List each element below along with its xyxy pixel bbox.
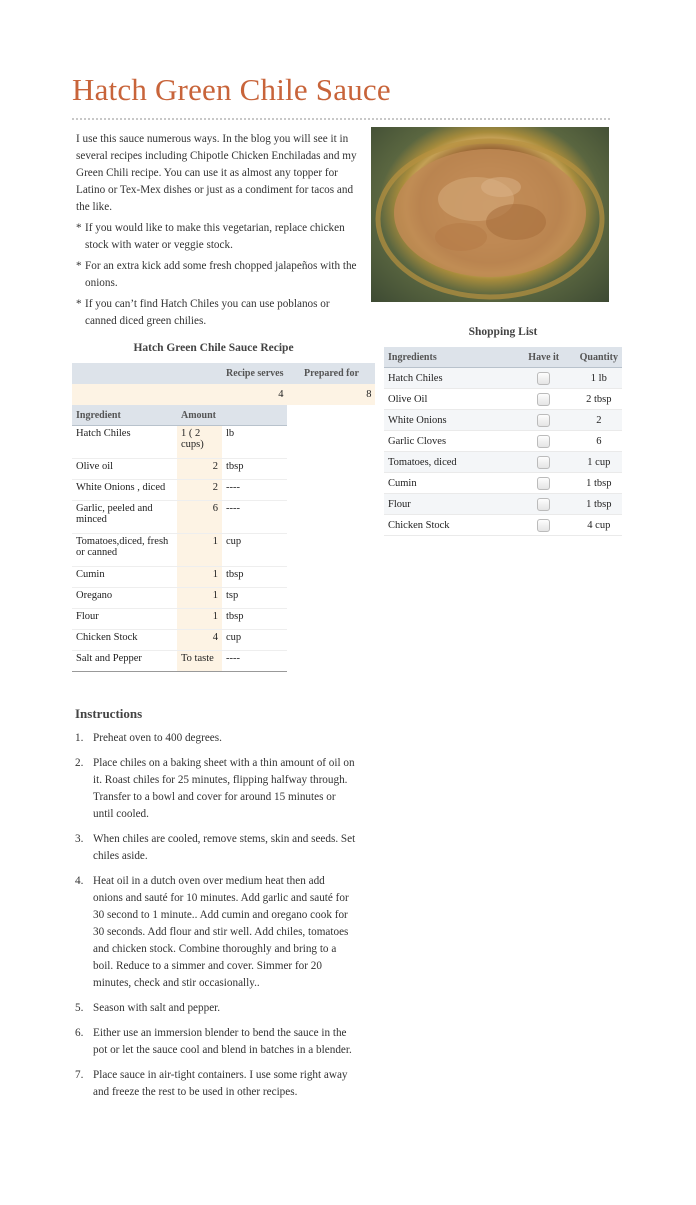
intro-section — [76, 131, 358, 334]
shopping-row: Olive Oil 2 tbsp — [384, 389, 622, 410]
instruction-step: 2. Place chiles on a baking sheet with a thin amount of oil on it. Roast chiles for 25 minutes, flipping halfway through. Transfer to a bowl and cover for around 15 minutes or until cooled. — [75, 757, 355, 820]
have-it-checkbox[interactable] — [537, 372, 550, 385]
instruction-step: 4. Heat oil in a dutch oven over medium heat then add onions and sauté for 10 minutes. Add garlic and sauté for 30 second to 1 minute.. Add cumin and oregano cook for 30 seconds. Add flour and stir well. Add chiles, tomatoes and chicken stock. Combine thoroughly and bring to a boil. Reduce to a simmer and cover. Simmer for 20 minutes, check and stir occasionally.. — [75, 875, 349, 989]
tip-item: * For an extra kick add some fresh chopped jalapeños with the onions. — [76, 260, 357, 289]
shopping-row: Cumin 1 tbsp — [384, 473, 622, 494]
prepared-for-label: Prepared for — [287, 363, 375, 384]
ingredient-row: Chicken Stock 4 cup — [72, 630, 375, 651]
ingredient-row: Flour 1 tbsp — [72, 609, 375, 630]
shopping-row: Chicken Stock 4 cup — [384, 515, 622, 536]
instruction-step: 3. When chiles are cooled, remove stems, skin and seeds. Set chiles aside. — [75, 833, 356, 862]
ingredient-row: Tomatoes,diced, fresh or canned 1 cup — [72, 534, 375, 567]
bullet-marker: * — [76, 298, 82, 310]
prepared-for-value[interactable]: 8 — [287, 384, 375, 405]
ingredient-row: Hatch Chiles 1 ( 2 cups) lb — [72, 426, 375, 459]
instruction-step: 6. Either use an immersion blender to bend the sauce in the pot or let the sauce cool and blend in batches in a blender. — [75, 1027, 352, 1056]
shopping-list-table — [384, 347, 622, 536]
bullet-marker: * — [76, 222, 82, 234]
ingredient-row: Olive oil 2 tbsp — [72, 459, 375, 480]
ingredient-row: Salt and Pepper To taste ---- — [72, 651, 375, 672]
page-title: Hatch Green Chile Sauce — [72, 72, 391, 107]
tips-list — [76, 220, 358, 330]
servings-header-row — [72, 363, 375, 384]
have-it-checkbox[interactable] — [537, 393, 550, 406]
ingredient-header-row — [72, 405, 375, 426]
ingredient-row: Oregano 1 tsp — [72, 588, 375, 609]
intro-paragraph: I use this sauce numerous ways. In the blog you will see it in several recipes including Chipotle Chicken Enchiladas and my Green Chili recipe. You can use it as almost any topper for Latino or Tex-Mex dishes or just as a condiment for tacos and the like. — [76, 133, 357, 213]
instruction-step: 5. Season with salt and pepper. — [75, 1002, 221, 1014]
have-it-checkbox[interactable] — [537, 519, 550, 532]
shopping-row: Hatch Chiles 1 lb — [384, 368, 622, 389]
recipe-serves-value: 4 — [72, 384, 287, 405]
have-it-checkbox[interactable] — [537, 498, 550, 511]
recipe-table — [72, 363, 375, 672]
instructions-title: Instructions — [75, 706, 143, 721]
bullet-marker: * — [76, 260, 82, 272]
ingredient-row: White Onions , diced 2 ---- — [72, 480, 375, 501]
col-have-it: Have it — [512, 347, 576, 368]
col-ingredient: Ingredient — [72, 405, 177, 426]
recipe-serves-label: Recipe serves — [222, 363, 287, 384]
shopping-header-row — [384, 347, 622, 368]
instruction-step: 1. Preheat oven to 400 degrees. — [75, 732, 222, 744]
sauce-bowl-illustration — [371, 127, 609, 302]
col-quantity: Quantity — [576, 347, 622, 368]
title-divider — [72, 118, 610, 120]
shopping-row: Tomatoes, diced 1 cup — [384, 452, 622, 473]
shopping-list-title: Shopping List — [468, 326, 538, 338]
col-ingredients: Ingredients — [384, 347, 512, 368]
recipe-table-title: Hatch Green Chile Sauce Recipe — [133, 342, 294, 354]
have-it-checkbox[interactable] — [537, 435, 550, 448]
shopping-row: Garlic Cloves 6 — [384, 431, 622, 452]
tip-item: * If you can’t find Hatch Chiles you can use poblanos or canned diced green chilies. — [76, 298, 330, 327]
ingredient-row: Garlic, peeled and minced 6 ---- — [72, 501, 375, 534]
ingredient-row: Cumin 1 tbsp — [72, 567, 375, 588]
col-amount: Amount — [177, 405, 287, 426]
shopping-row: White Onions 2 — [384, 410, 622, 431]
have-it-checkbox[interactable] — [537, 456, 550, 469]
instructions-list — [75, 730, 357, 1109]
sauce-photo — [371, 127, 609, 302]
have-it-checkbox[interactable] — [537, 414, 550, 427]
shopping-row: Flour 1 tbsp — [384, 494, 622, 515]
have-it-checkbox[interactable] — [537, 477, 550, 490]
instruction-step: 7. Place sauce in air-tight containers. I use some right away and freeze the rest to be used in other recipes. — [75, 1069, 348, 1098]
servings-values-row — [72, 384, 375, 405]
tip-item: * If you would like to make this vegetarian, replace chicken stock with water or veggie stock. — [76, 222, 345, 251]
